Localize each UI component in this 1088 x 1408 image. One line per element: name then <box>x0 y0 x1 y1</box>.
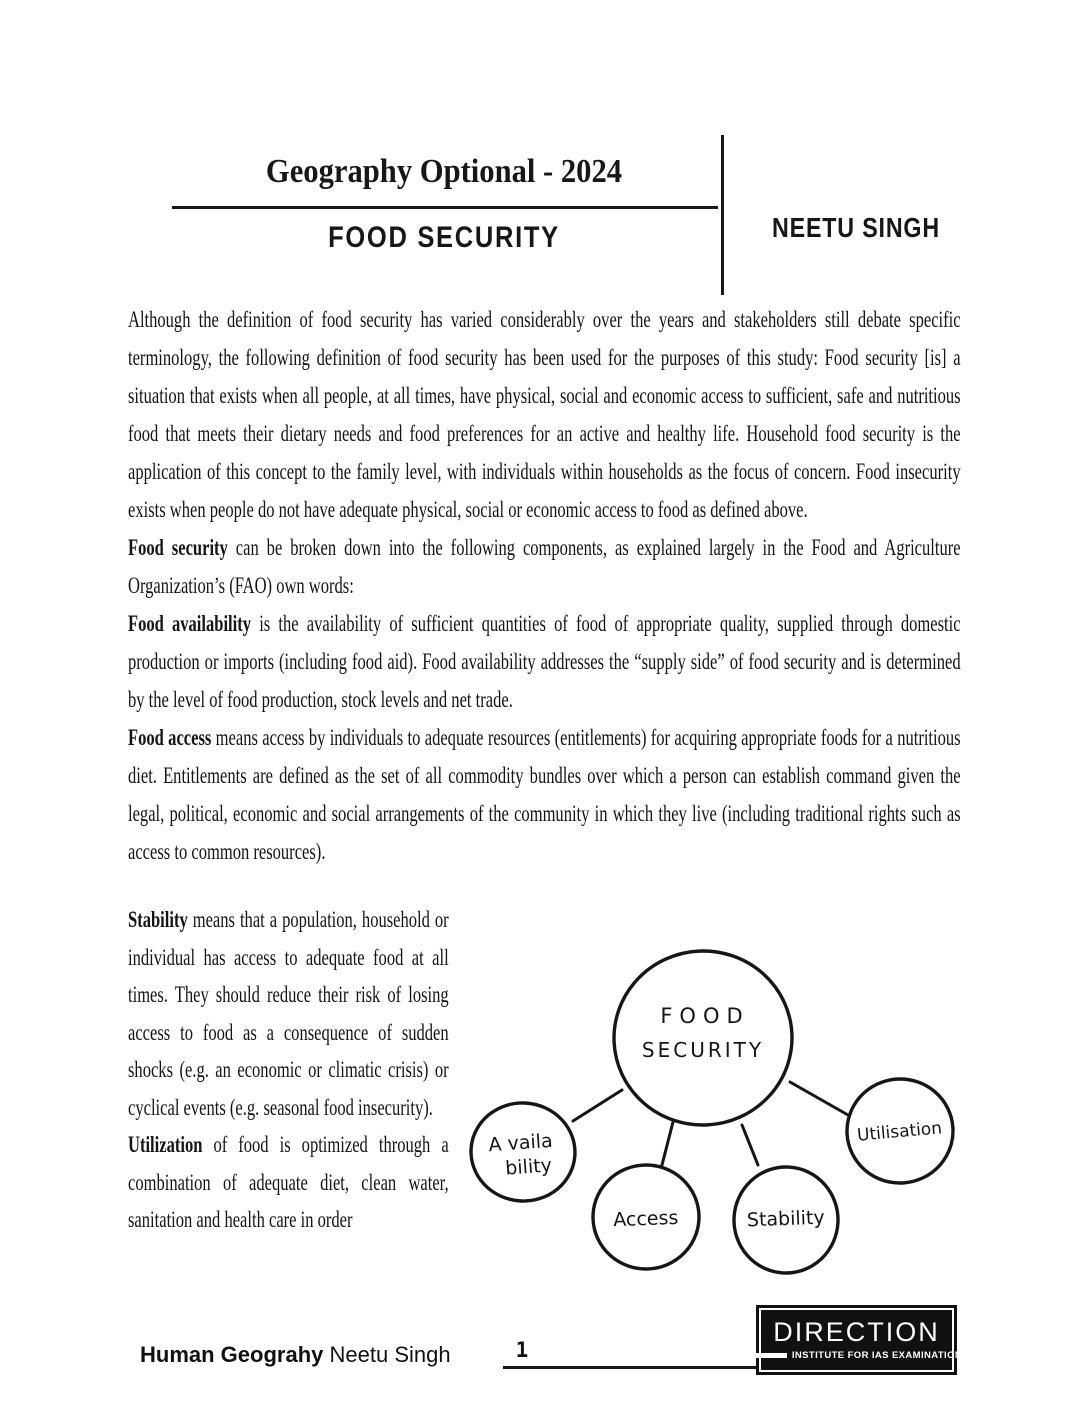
body-text <box>128 301 961 871</box>
page-number: 1 <box>515 1338 529 1362</box>
header-horizontal-divider <box>172 206 718 209</box>
paragraph-text: means access by individuals to adequate resources (entitlements) for acquiring appropriate foods for a nutritious diet. Entitlements are defined as the set of all commodity bundles over which a person can establish command given the legal, political, economic and social arrangements of the community in which they live (including traditional rights such as access to common resources). <box>128 725 961 864</box>
connector-access <box>662 1122 673 1165</box>
food-security-diagram <box>455 935 970 1285</box>
connector-availability <box>573 1090 622 1121</box>
intro-paragraph <box>128 301 961 529</box>
footer-book-author: Neetu Singh <box>329 1342 451 1367</box>
diagram-label-availa: A vaila <box>487 1129 554 1157</box>
footer-divider <box>503 1366 757 1369</box>
paragraph-food-security <box>128 529 961 605</box>
diagram-label-access: Access <box>612 1206 679 1232</box>
header-vertical-divider <box>721 135 724 295</box>
paragraph-food-availability <box>128 605 961 719</box>
logo-subtitle: INSTITUTE FOR IAS EXAMINATION <box>791 1350 963 1361</box>
logo-subtitle-row <box>751 1350 962 1361</box>
connector-utilisation <box>790 1082 848 1115</box>
intro-paragraph-text: Although the definition of food security has varied considerably over the years and stakeholders still debate specific terminology, the following definition of food security has been used for the purposes of this study: Food security [is] a situation that exists when all people, at all times, have physical, social and economic access to sufficient, safe and nutritious food that meets their dietary needs and food preferences for an active and healthy life. Household food security is the application of this concept to the family level, with individuals within households as the focus of concern. Food insecurity exists when people do not have adequate physical, social or economic access to food as defined above. <box>128 307 961 522</box>
footer-book-title: Human Geograhy <box>140 1342 324 1367</box>
diagram-label-food: FOOD <box>660 1004 750 1028</box>
paragraph-text: is the availability of sufficient quantities of food of appropriate quality, supplied through domestic production or imports (including food aid). Food availability addresses the “supply side” of food security and is determined by the level of food production, stock levels and net trade. <box>128 611 961 712</box>
direction-logo <box>756 1305 963 1375</box>
paragraph-lead: Food access <box>128 725 212 750</box>
paragraph-food-access <box>128 719 961 871</box>
footer-book-credit <box>140 1342 451 1368</box>
paragraph-lead: Food security <box>128 535 228 560</box>
paragraph-lead: Utilization <box>128 1132 203 1157</box>
diagram-label-stability: Stability <box>746 1206 826 1232</box>
logo-title: DIRECTION <box>773 1317 940 1347</box>
logo-dash-icon <box>751 1353 787 1358</box>
connector-stability <box>742 1125 758 1165</box>
direction-logo-inner <box>761 1310 963 1370</box>
course-title: Geography Optional - 2024 <box>265 153 623 190</box>
paragraph-lead: Stability <box>128 907 188 932</box>
paragraph-text: can be broken down into the following components, as explained largely in the Food and Agriculture Organization’s (FAO) own words: <box>128 535 961 598</box>
left-column-text <box>128 901 449 1239</box>
paragraph-text: means that a population, household or individual has access to adequate food at all times. They should reduce their risk of losing access to food as a consequence of sudden shocks (e.g. an economic or climatic crisis) or cyclical events (e.g. seasonal food insecurity). <box>128 907 449 1120</box>
paragraph-text: of food is optimized through a combination of adequate diet, clean water, sanitation and health care in order <box>128 1132 449 1232</box>
paragraph-lead: Food availability <box>128 611 252 636</box>
diagram-label-security: SECURITY <box>641 1038 765 1062</box>
paragraph-stability <box>128 901 449 1126</box>
diagram-label-bility: bility <box>504 1154 553 1180</box>
paragraph-utilization <box>128 1126 449 1239</box>
diagram-label-utilisation: Utilisation <box>856 1118 943 1146</box>
chapter-title: FOOD SECURITY <box>328 221 560 254</box>
author-name: NEETU SINGH <box>772 212 940 243</box>
